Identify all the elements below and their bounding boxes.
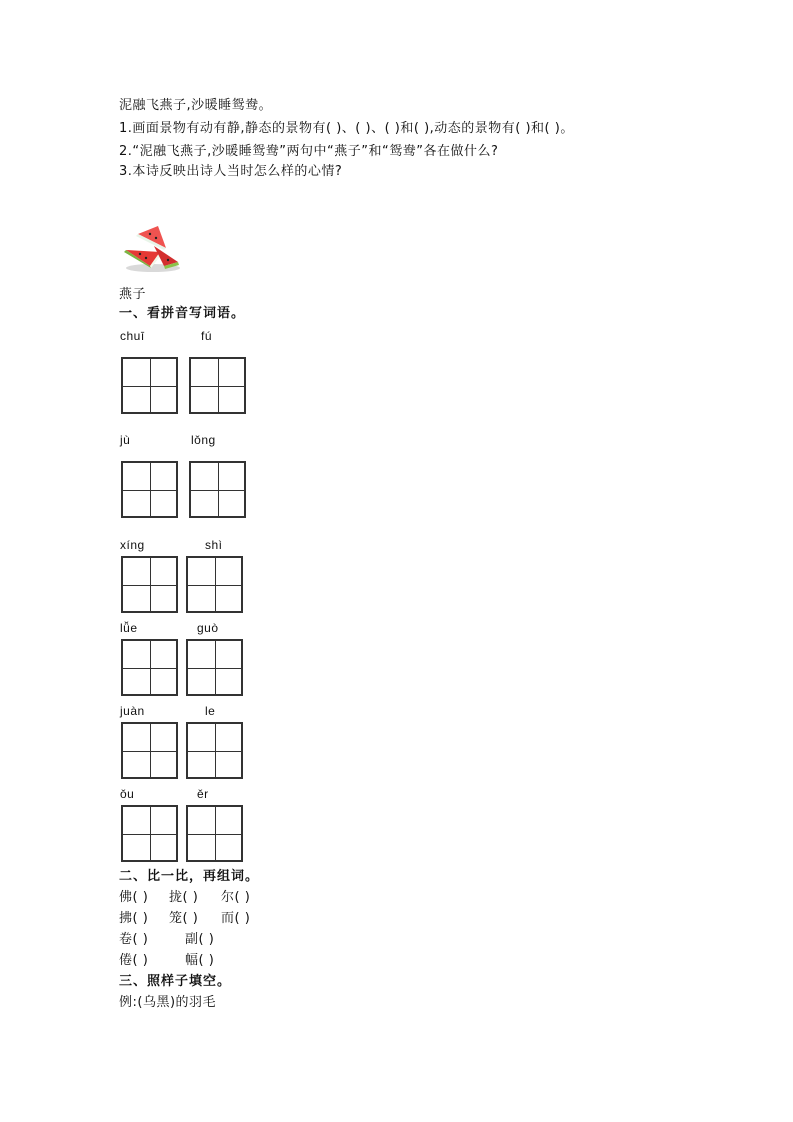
writing-grid-cell[interactable] <box>186 722 243 779</box>
compare-word: 拢( ) <box>169 890 199 905</box>
compare-word: 卷( ) <box>119 932 149 947</box>
pinyin-1a: chuī <box>120 329 145 343</box>
poem-line: 泥融飞燕子,沙暖睡鸳鸯。 <box>119 98 273 113</box>
pinyin-3a: xíng <box>120 538 145 552</box>
pinyin-1b: fú <box>201 329 213 343</box>
compare-word: 拂( ) <box>119 911 149 926</box>
writing-grid-cell[interactable] <box>186 556 243 613</box>
compare-word: 尔( ) <box>221 890 251 905</box>
pinyin-2b: lǒng <box>191 433 216 447</box>
section-1-heading: 一、看拼音写词语。 <box>119 306 246 321</box>
writing-grid-cell[interactable] <box>121 639 178 696</box>
section-3-example: 例:(乌黑)的羽毛 <box>119 995 217 1010</box>
question-1: 1.画面景物有动有静,静态的景物有( )、( )、( )和( ),动态的景物有( )和( )。 <box>119 121 574 136</box>
pinyin-4b: guò <box>197 621 219 635</box>
compare-word: 副( ) <box>185 932 215 947</box>
pinyin-3b: shì <box>205 538 223 552</box>
pinyin-4a: lǚe <box>120 621 138 635</box>
pinyin-2a: jù <box>120 433 131 447</box>
compare-word: 倦( ) <box>119 953 149 968</box>
compare-word: 笼( ) <box>169 911 199 926</box>
writing-grid-cell[interactable] <box>189 461 246 518</box>
writing-grid-cell[interactable] <box>121 357 178 414</box>
writing-grid-cell[interactable] <box>189 357 246 414</box>
writing-grid-cell[interactable] <box>121 805 178 862</box>
pinyin-5a: juàn <box>120 704 145 718</box>
question-3: 3.本诗反映出诗人当时怎么样的心情? <box>119 164 343 179</box>
writing-grid-cell[interactable] <box>121 461 178 518</box>
writing-grid-cell[interactable] <box>186 639 243 696</box>
writing-grid-cell[interactable] <box>121 556 178 613</box>
section-3-heading: 三、照样子填空。 <box>119 974 232 989</box>
pinyin-6a: ǒu <box>120 787 135 801</box>
compare-word: 而( ) <box>221 911 251 926</box>
section-2-heading: 二、比一比，再组词。 <box>119 869 260 884</box>
watermelon-slices-icon <box>120 222 182 274</box>
lesson-title: 燕子 <box>119 287 147 302</box>
writing-grid-cell[interactable] <box>121 722 178 779</box>
pinyin-5b: le <box>205 704 216 718</box>
compare-word: 佛( ) <box>119 890 149 905</box>
writing-grid-cell[interactable] <box>186 805 243 862</box>
question-2: 2.“泥融飞燕子,沙暖睡鸳鸯”两句中“燕子”和“鸳鸯”各在做什么? <box>119 144 499 159</box>
pinyin-6b: ěr <box>197 787 209 801</box>
compare-word: 幅( ) <box>185 953 215 968</box>
